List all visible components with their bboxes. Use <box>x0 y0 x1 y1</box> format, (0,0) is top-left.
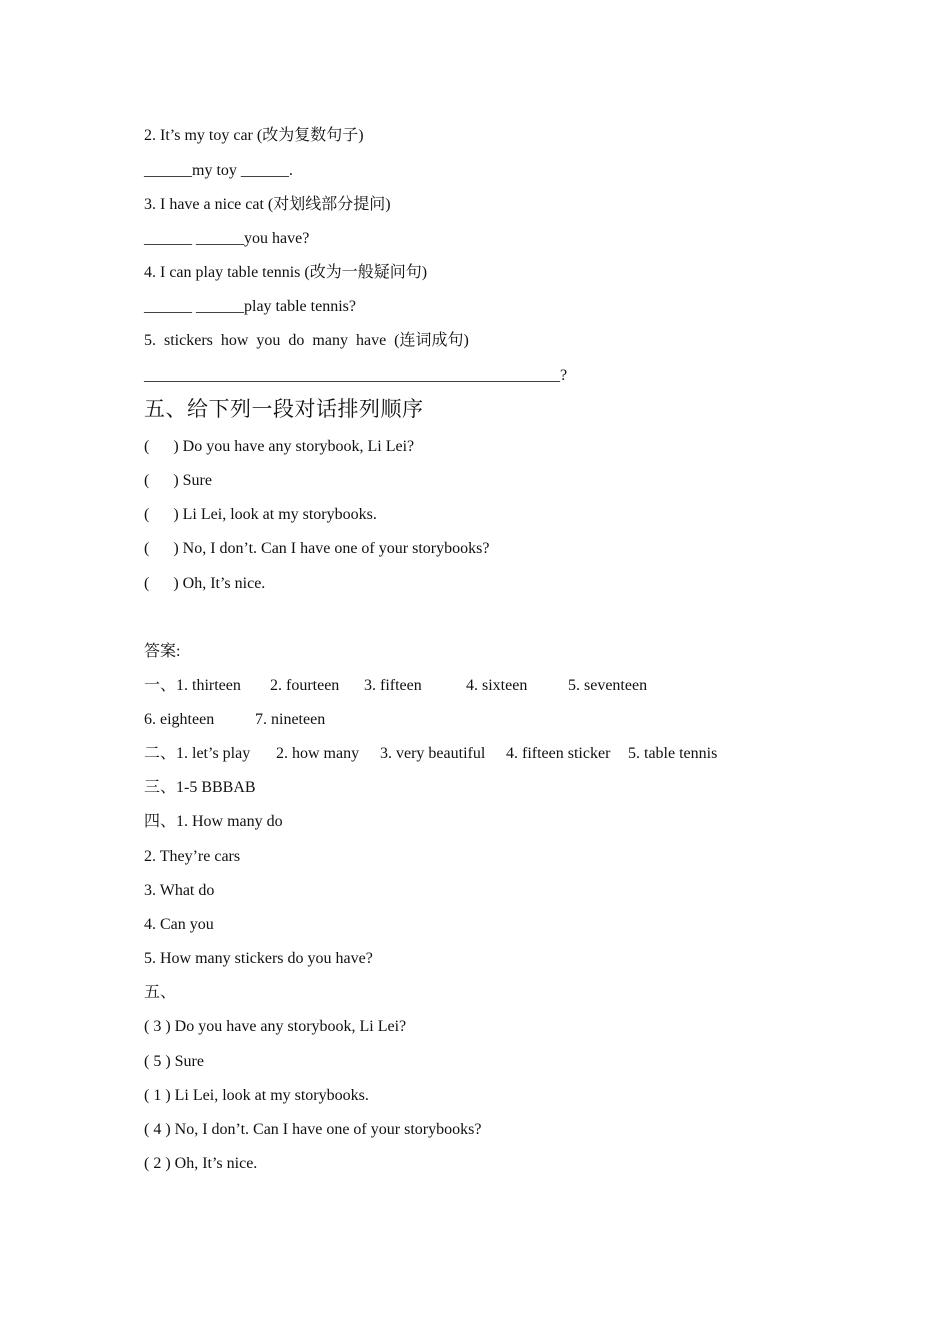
dialogue-item: ( ) Li Lei, look at my storybooks. <box>144 506 377 523</box>
answer-part5-item: ( 5 ) Sure <box>144 1053 204 1070</box>
answer-part5-item: ( 3 ) Do you have any storybook, Li Lei? <box>144 1018 407 1035</box>
answer-part2-item: 5. table tennis <box>628 745 718 762</box>
answer-part4-item: 3. What do <box>144 882 215 899</box>
q2-text: 2. It’s my toy car (改为复数句子) <box>144 127 364 144</box>
answer-part4-item: 四、1. How many do <box>144 813 283 830</box>
answer-part5-title: 五、 <box>144 984 177 1001</box>
section-five-heading: 五、给下列一段对话排列顺序 <box>144 397 424 421</box>
answer-part2-item: 3. very beautiful <box>380 745 486 762</box>
q3-text: 3. I have a nice cat (对划线部分提问) <box>144 196 391 213</box>
answer-part1-item: 6. eighteen <box>144 711 215 728</box>
answer-part4-item: 4. Can you <box>144 916 214 933</box>
answer-part2-item: 二、1. let’s play <box>144 745 251 762</box>
dialogue-item: ( ) Sure <box>144 472 212 489</box>
answer-part5-item: ( 2 ) Oh, It’s nice. <box>144 1155 258 1172</box>
dialogue-item: ( ) No, I don’t. Can I have one of your storybooks? <box>144 540 490 557</box>
q4-text: 4. I can play table tennis (改为一般疑问句) <box>144 264 428 281</box>
q5-text: 5. stickers how you do many have (连词成句) <box>144 332 469 349</box>
answer-part1-item: 一、1. thirteen <box>144 677 241 694</box>
answer-part2-item: 2. how many <box>276 745 360 762</box>
q4-answer-blank: ______ ______play table tennis? <box>144 298 356 315</box>
answers-title: 答案: <box>144 643 181 660</box>
q3-answer-blank: ______ ______you have? <box>144 230 310 247</box>
answer-part1-item: 4. sixteen <box>466 677 528 694</box>
answer-part4-item: 5. How many stickers do you have? <box>144 950 373 967</box>
answer-part1-item: 3. fifteen <box>364 677 422 694</box>
answer-part2-item: 4. fifteen sticker <box>506 745 611 762</box>
answer-part4-item: 2. They’re cars <box>144 848 241 865</box>
answer-part5-item: ( 4 ) No, I don’t. Can I have one of your storybooks? <box>144 1121 482 1138</box>
answer-part1-item: 5. seventeen <box>568 677 648 694</box>
q2-answer-blank: ______my toy ______. <box>144 162 293 179</box>
answer-part5-item: ( 1 ) Li Lei, look at my storybooks. <box>144 1087 369 1104</box>
dialogue-item: ( ) Oh, It’s nice. <box>144 575 266 592</box>
q5-answer-blank: ____________________________________________________? <box>144 367 568 384</box>
answer-part1-item: 7. nineteen <box>255 711 326 728</box>
answer-part3: 三、1-5 BBBAB <box>144 779 256 796</box>
dialogue-item: ( ) Do you have any storybook, Li Lei? <box>144 438 415 455</box>
answer-part1-item: 2. fourteen <box>270 677 340 694</box>
